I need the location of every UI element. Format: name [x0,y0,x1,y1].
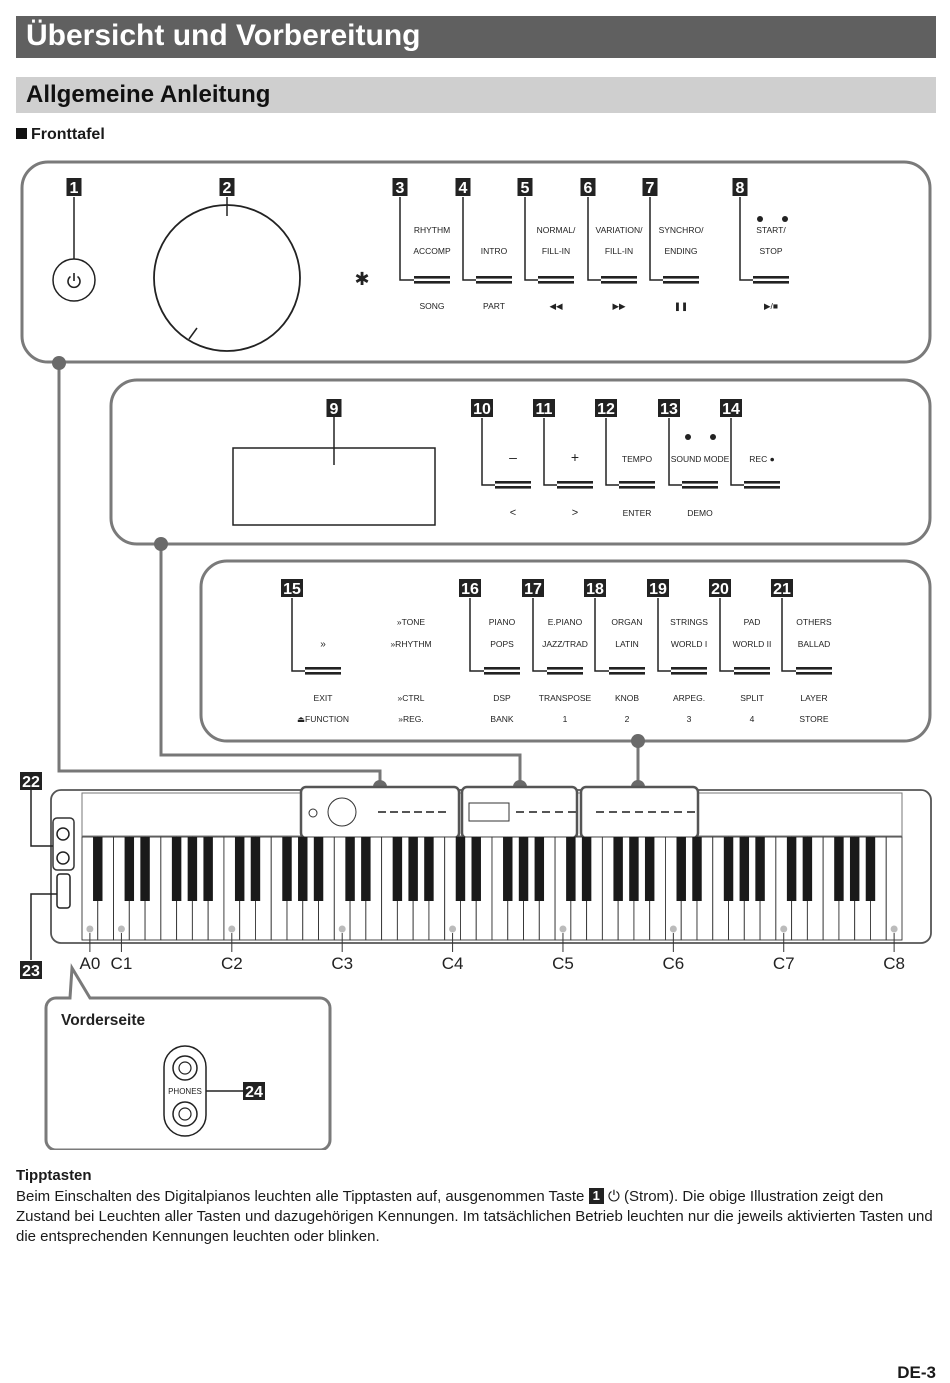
note-marker [449,926,456,933]
button-bottom-label: KNOB [614,693,640,703]
mini-power-button [309,809,317,817]
tips-title: Tipptasten [16,1167,92,1184]
button-mid-label: BALLAD [797,639,831,649]
panel1-button-6-line [601,281,637,284]
button-top-label: PAD [743,617,761,627]
callout-21-number: 21 [773,581,791,598]
panel3-button-17-line [547,672,583,675]
panel1-button-4-line [476,281,512,284]
callout-17-number: 17 [524,581,542,598]
note-label: C7 [772,954,795,973]
button-bottom-label-2: 4 [749,714,755,724]
volume-knob-1[interactable] [57,828,69,840]
ctrl-label: »CTRL [397,693,425,703]
bluetooth-icon: ✱ [354,269,370,289]
note-marker [780,926,787,933]
callout-23-number: 23 [22,963,40,980]
mini-lcd [469,803,509,821]
panel1-button-7-line [663,281,699,284]
note-label: C1 [110,954,133,973]
callout-18-number: 18 [586,581,604,598]
black-key[interactable] [645,837,654,901]
callout-12-number: 12 [597,401,615,418]
mini-dial [328,798,356,826]
note-label: C2 [220,954,243,973]
mini-button [414,811,422,813]
black-key[interactable] [724,837,733,901]
indicator-led [710,434,716,440]
square-bullet-icon [16,128,27,139]
button-top-label: ORGAN [611,617,643,627]
note-label: A0 [79,954,101,973]
black-key[interactable] [93,837,102,901]
pitch-wheel[interactable] [57,874,70,908]
subsection-title [16,126,105,144]
section-title: Allgemeine Anleitung [16,77,936,113]
front-title: Vorderseite [61,1012,146,1029]
mini-button [609,811,617,813]
mini-button [568,811,576,813]
callout-line-22 [31,790,53,846]
black-key[interactable] [140,837,149,901]
callout-15-number: 15 [283,581,301,598]
black-key[interactable] [251,837,260,901]
panel3-button-19[interactable] [671,667,707,670]
panel2-button-13-line [682,486,718,489]
black-key[interactable] [345,837,354,901]
tips-body [16,1187,936,1247]
subsection-label: Fronttafel [31,126,105,143]
front-callout [243,1082,265,1101]
note-label: C5 [552,954,574,973]
button-bottom-label: ARPEG. [672,693,706,703]
mini-button [390,811,398,813]
panel1-button-3-line [414,281,450,284]
button-bottom-label: ▶▶ [612,301,626,311]
button-mid-label: ACCOMP [413,246,451,256]
black-key[interactable] [803,837,812,901]
panel1-button-8-line [753,281,789,284]
button-mid-label: STOP [759,246,783,256]
button-bottom-label: DEMO [687,508,713,518]
black-key[interactable] [472,837,481,901]
button-bottom-label-2: 2 [624,714,630,724]
indicator-led [685,434,691,440]
black-key[interactable] [298,837,307,901]
mini-button [622,811,630,813]
panel2-button-14[interactable] [744,481,780,484]
tips-text-before: Beim Einschalten des Digitalpianos leuchten alle Tipptasten auf, ausgenommen Taste [16,1188,585,1205]
button-bottom-label: SPLIT [740,693,764,703]
callout-2-number: 2 [222,180,232,197]
panel2-button-14-line [744,486,780,489]
black-key[interactable] [203,837,212,901]
note-marker [228,926,235,933]
dial-knob[interactable] [154,205,300,351]
callout-16-number: 16 [461,581,479,598]
wheel-housing [57,874,70,908]
button-bottom-label-2: ⏏FUNCTION [297,714,349,724]
callout-9-number: 9 [329,401,339,418]
button-top-label: » [320,639,326,650]
button-mid-label: INTRO [480,246,508,256]
callout-7-number: 7 [645,180,655,197]
mini-button [687,811,695,813]
panel3-button-21-line [796,672,832,675]
panel2-button-13[interactable] [682,481,718,484]
button-top-label: E.PIANO [547,617,583,627]
note-marker [339,926,346,933]
black-key[interactable] [125,837,134,901]
black-key[interactable] [282,837,291,901]
black-key[interactable] [740,837,749,901]
note-label: C6 [662,954,685,973]
button-label: – [509,449,517,465]
mini-button [661,811,669,813]
button-mid-label: LATIN [615,639,639,649]
panel2-button-10[interactable] [495,481,531,484]
button-bottom-label-2: BANK [490,714,514,724]
black-key[interactable] [613,837,622,901]
button-bottom-label: ENTER [622,508,652,518]
panel3-button-19-line [671,672,707,675]
white-key[interactable] [886,837,902,940]
callout-22-number: 22 [22,774,40,791]
piano-keys[interactable] [82,837,902,940]
button-bottom-label-2: STORE [799,714,829,724]
callout-13-number: 13 [660,401,678,418]
callout-10-number: 10 [473,401,491,418]
button-label: REC ● [749,454,775,464]
note-marker [118,926,125,933]
panel1-button-3[interactable] [414,276,450,279]
note-marker [559,926,566,933]
button-label: + [570,449,580,465]
button-top-label: OTHERS [796,617,832,627]
note-marker [86,926,93,933]
black-key[interactable] [866,837,875,901]
reg-label: »REG. [398,714,424,724]
button-top-label: START/ [756,225,786,235]
mini-button [378,811,386,813]
panel3-button-21[interactable] [796,667,832,670]
callout-8-number: 8 [735,180,745,197]
black-key[interactable] [172,837,181,901]
tips-text-after: (Strom). Die obige Illustration zeigt den Zustand bei Leuchten aller Tasten und dazugehörigen Kennungen. Im tatsächlichen Betrieb leuchten nur die jeweils aktivierten Tasten und die entsprechenden Kennungen leuchten oder blinken. [16,1188,933,1245]
panel1-button-4[interactable] [476,276,512,279]
black-key[interactable] [519,837,528,901]
black-key[interactable] [361,837,370,901]
page-title: Übersicht und Vorbereitung [16,16,936,58]
button-bottom-label: < [509,507,517,519]
callout-1-number: 1 [69,180,79,197]
callout-5-number: 5 [520,180,530,197]
button-top-label: PIANO [488,617,516,627]
callout-20-number: 20 [711,581,729,598]
panel1-button-7[interactable] [663,276,699,279]
button-bottom-label: LAYER [800,693,828,703]
button-top-label: RHYTHM [413,225,451,235]
button-top-label: STRINGS [670,617,708,627]
panel2-button-12[interactable] [619,481,655,484]
black-key[interactable] [188,837,197,901]
button-bottom-label-2: 3 [686,714,692,724]
black-key[interactable] [566,837,575,901]
panel3-button-16-line [484,672,520,675]
mini-button [648,811,656,813]
callout-19-number: 19 [649,581,667,598]
button-bottom-label: EXIT [313,693,333,703]
button-bottom-label-2: 1 [562,714,568,724]
mini-button [674,811,682,813]
mini-button [596,811,604,813]
note-label: C3 [331,954,354,973]
mini-button [635,811,643,813]
callout-6-number: 6 [583,180,593,197]
mini-button [426,811,434,813]
button-bottom-label: DSP [493,693,511,703]
panel3-button-17[interactable] [547,667,583,670]
button-bottom-label: ▶/■ [763,301,779,311]
panel2-button-11-line [557,486,593,489]
phones-jack-2-inner [179,1108,191,1120]
black-key[interactable] [314,837,323,901]
black-key[interactable] [424,837,433,901]
button-mid-label: FILL-IN [604,246,634,256]
button-top-label: SYNCHRO/ [658,225,704,235]
power-symbol-icon: ⏻ [607,1188,620,1205]
note-marker [670,926,677,933]
button-top-label: NORMAL/ [536,225,576,235]
mini-button [438,811,446,813]
black-key[interactable] [755,837,764,901]
black-key[interactable] [456,837,465,901]
black-key[interactable] [692,837,701,901]
black-key[interactable] [535,837,544,901]
callout-11-number: 11 [535,401,553,418]
panel2-button-12-line [619,486,655,489]
mini-panel-group [301,787,698,838]
black-key[interactable] [629,837,638,901]
note-label: C8 [883,954,905,973]
phones-jack-1-inner [179,1062,191,1074]
button-bottom-label: SONG [419,301,445,311]
mini-button [516,811,524,813]
black-key[interactable] [850,837,859,901]
callout-24-number: 24 [245,1084,263,1101]
indicator-led [782,216,788,222]
panel1-button-6[interactable] [601,276,637,279]
volume-knob-2[interactable] [57,852,69,864]
indicator-led [757,216,763,222]
panel3-button-15-line [305,672,341,675]
black-key[interactable] [677,837,686,901]
button-bottom-label: ❚❚ [673,301,689,311]
mini-button [402,811,410,813]
panel1-button-5-line [538,281,574,284]
button-mid-label: WORLD II [732,639,772,649]
panel1-button-5[interactable] [538,276,574,279]
callout-14-number: 14 [722,401,740,418]
button-mid-label: ENDING [664,246,698,256]
black-key[interactable] [834,837,843,901]
button-mid-label: JAZZ/TRAD [542,639,588,649]
black-key[interactable] [582,837,591,901]
front-panel-diagram [0,150,950,1150]
black-key[interactable] [408,837,417,901]
panel3-button-20-line [734,672,770,675]
page-number: DE-3 [897,1363,936,1382]
panel2-button-10-line [495,486,531,489]
black-key[interactable] [787,837,796,901]
button-mid-label: WORLD I [670,639,708,649]
button-bottom-label: > [571,507,579,519]
black-key[interactable] [503,837,512,901]
button-bottom-label: TRANSPOSE [538,693,592,703]
note-label: C4 [441,954,464,973]
panel3-button-16[interactable] [484,667,520,670]
button-bottom-label: PART [483,301,505,311]
tone-label: »TONE [396,617,426,627]
panel3-button-15[interactable] [305,667,341,670]
panel3-button-20[interactable] [734,667,770,670]
callout-3-number: 3 [395,180,405,197]
button-mid-label: POPS [490,639,514,649]
volume-knobs[interactable] [53,818,74,870]
panel2-button-11[interactable] [557,481,593,484]
callout-4-number: 4 [458,180,468,197]
panel1-button-8[interactable] [753,276,789,279]
button-mid-label: FILL-IN [541,246,571,256]
panel3-button-18[interactable] [609,667,645,670]
tips-key-number: 1 [589,1188,604,1204]
panel3-button-18-line [609,672,645,675]
mini-button [542,811,550,813]
black-key[interactable] [393,837,402,901]
note-marker [891,926,898,933]
button-label: SOUND MODE [670,454,730,464]
mini-button [529,811,537,813]
rhythm-label: »RHYTHM [390,639,432,649]
black-key[interactable] [235,837,244,901]
button-top-label: VARIATION/ [595,225,643,235]
button-bottom-label: ◀◀ [549,301,563,311]
phones-label: PHONES [168,1087,202,1096]
mini-button [555,811,563,813]
button-label: TEMPO [621,454,653,464]
